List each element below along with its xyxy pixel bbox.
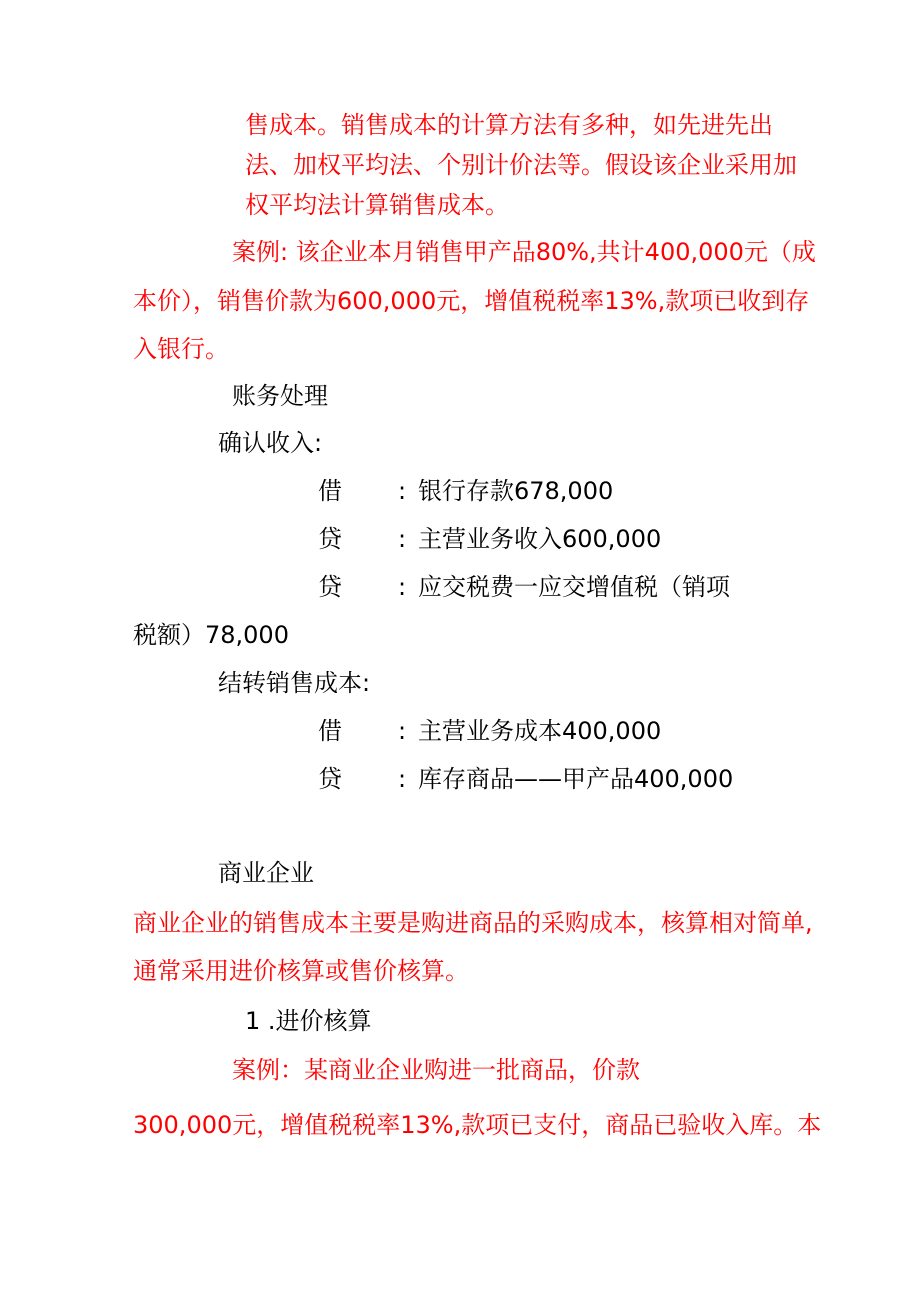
- case-line-3: 入银行。: [133, 335, 229, 363]
- entry-text: 库存商品——甲产品400,000: [418, 765, 734, 793]
- entry-text: 应交税费一应交增值税（销项: [418, 573, 730, 601]
- entry-label: 贷: [318, 525, 342, 553]
- journal-entry-debit-cost: [0, 716, 920, 746]
- commercial-case-line-2: 300,000元，增值税税率13%,款项已支付，商品已验收入库。本: [133, 1111, 822, 1139]
- entry-text: 主营业务成本400,000: [418, 717, 662, 745]
- commercial-heading: 商业企业: [218, 859, 314, 887]
- entry-colon: :: [398, 525, 407, 553]
- entry-label: 借: [318, 717, 342, 745]
- entry-colon: :: [398, 717, 407, 745]
- commercial-desc-line-2: 通常采用进价核算或售价核算。: [133, 957, 469, 985]
- purchase-price-subheading: 1 .进价核算: [245, 1007, 372, 1035]
- accounting-heading: 账务处理: [232, 382, 328, 410]
- journal-entry-credit-inventory: [0, 764, 920, 794]
- intro-line-1: 售成本。销售成本的计算方法有多种，如先进先出: [245, 111, 773, 139]
- entry-label: 贷: [318, 765, 342, 793]
- journal-entry-credit-tax: [0, 572, 920, 602]
- entry-label: 贷: [318, 573, 342, 601]
- revenue-heading: 确认收入:: [218, 429, 323, 457]
- journal-entry-debit-bank: [0, 476, 920, 506]
- intro-line-3: 权平均法计算销售成本。: [245, 191, 509, 219]
- entry-colon: :: [398, 477, 407, 505]
- entry-text: 主营业务收入600,000: [418, 525, 662, 553]
- entry-colon: :: [398, 765, 407, 793]
- entry-label: 借: [318, 477, 342, 505]
- entry-text: 银行存款678,000: [418, 477, 614, 505]
- tax-continuation: 税额）78,000: [133, 621, 289, 649]
- entry-colon: :: [398, 573, 407, 601]
- journal-entry-credit-revenue: [0, 524, 920, 554]
- cost-heading: 结转销售成本:: [218, 669, 371, 697]
- commercial-case-line-1: 案例：某商业企业购进一批商品，价款: [232, 1056, 640, 1084]
- case-line-1: 案例: 该企业本月销售甲产品80%,共计400,000元（成: [232, 238, 816, 266]
- intro-line-2: 法、加权平均法、个别计价法等。假设该企业采用加: [245, 151, 797, 179]
- case-line-2: 本价），销售价款为600,000元，增值税税率13%,款项已收到存: [133, 287, 810, 315]
- commercial-desc-line-1: 商业企业的销售成本主要是购进商品的采购成本，核算相对简单,: [133, 909, 813, 937]
